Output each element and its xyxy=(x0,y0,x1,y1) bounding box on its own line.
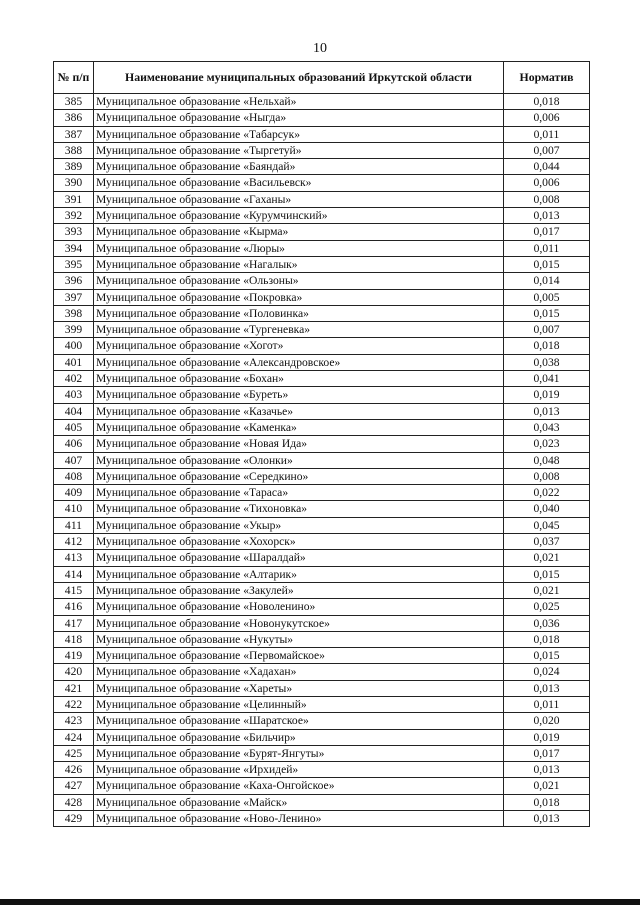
table-row xyxy=(54,680,590,696)
table-row xyxy=(54,159,590,175)
page-number: 10 xyxy=(313,41,327,56)
table-row xyxy=(54,240,590,256)
table-row xyxy=(54,191,590,207)
norm-value: 0,043 xyxy=(504,419,590,435)
municipality-name: Муниципальное образование «Тараса» xyxy=(94,485,504,501)
norm-value: 0,011 xyxy=(504,696,590,712)
row-number: 400 xyxy=(54,338,94,354)
municipality-name: Муниципальное образование «Новая Ида» xyxy=(94,436,504,452)
row-number: 409 xyxy=(54,485,94,501)
table-row xyxy=(54,485,590,501)
municipality-name: Муниципальное образование «Табарсук» xyxy=(94,126,504,142)
norm-value: 0,023 xyxy=(504,436,590,452)
row-number: 415 xyxy=(54,582,94,598)
table-row xyxy=(54,126,590,142)
row-number: 393 xyxy=(54,224,94,240)
row-number: 412 xyxy=(54,534,94,550)
table-row xyxy=(54,403,590,419)
table-row xyxy=(54,110,590,126)
municipality-name: Муниципальное образование «Бурят-Янгуты» xyxy=(94,745,504,761)
norm-value: 0,038 xyxy=(504,354,590,370)
norm-value: 0,037 xyxy=(504,534,590,550)
row-number: 414 xyxy=(54,566,94,582)
row-number: 387 xyxy=(54,126,94,142)
table-row xyxy=(54,452,590,468)
norm-value: 0,044 xyxy=(504,159,590,175)
norm-value: 0,006 xyxy=(504,175,590,191)
table-row xyxy=(54,762,590,778)
table-row xyxy=(54,534,590,550)
municipality-name: Муниципальное образование «Каха-Онгойское» xyxy=(94,778,504,794)
row-number: 391 xyxy=(54,191,94,207)
norm-value: 0,045 xyxy=(504,517,590,533)
row-number: 422 xyxy=(54,696,94,712)
municipality-name: Муниципальное образование «Ново-Ленино» xyxy=(94,811,504,827)
norm-value: 0,019 xyxy=(504,729,590,745)
municipality-name: Муниципальное образование «Ныгда» xyxy=(94,110,504,126)
row-number: 402 xyxy=(54,371,94,387)
norm-value: 0,019 xyxy=(504,387,590,403)
row-number: 410 xyxy=(54,501,94,517)
table-row xyxy=(54,501,590,517)
table-row xyxy=(54,582,590,598)
table-row xyxy=(54,371,590,387)
norm-value: 0,011 xyxy=(504,240,590,256)
municipality-name: Муниципальное образование «Середкино» xyxy=(94,468,504,484)
row-number: 394 xyxy=(54,240,94,256)
table-row xyxy=(54,468,590,484)
municipality-name: Муниципальное образование «Целинный» xyxy=(94,696,504,712)
municipality-name: Муниципальное образование «Ирхидей» xyxy=(94,762,504,778)
table-row xyxy=(54,338,590,354)
municipality-name: Муниципальное образование «Казачье» xyxy=(94,403,504,419)
municipality-name: Муниципальное образование «Люры» xyxy=(94,240,504,256)
municipality-name: Муниципальное образование «Алтарик» xyxy=(94,566,504,582)
row-number: 419 xyxy=(54,648,94,664)
row-number: 427 xyxy=(54,778,94,794)
norm-value: 0,048 xyxy=(504,452,590,468)
norms-table xyxy=(53,61,590,827)
table-row xyxy=(54,224,590,240)
municipality-name: Муниципальное образование «Каменка» xyxy=(94,419,504,435)
norm-value: 0,013 xyxy=(504,208,590,224)
norm-value: 0,008 xyxy=(504,191,590,207)
table-row xyxy=(54,322,590,338)
municipality-name: Муниципальное образование «Олонки» xyxy=(94,452,504,468)
norm-value: 0,011 xyxy=(504,126,590,142)
table-row xyxy=(54,794,590,810)
municipality-name: Муниципальное образование «Васильевск» xyxy=(94,175,504,191)
header-name: Наименование муниципальных образований Иркутской области xyxy=(94,62,504,94)
municipality-name: Муниципальное образование «Кырма» xyxy=(94,224,504,240)
row-number: 406 xyxy=(54,436,94,452)
table-row xyxy=(54,566,590,582)
norm-value: 0,008 xyxy=(504,468,590,484)
table-header-row xyxy=(54,62,590,94)
norm-value: 0,015 xyxy=(504,566,590,582)
norm-value: 0,014 xyxy=(504,273,590,289)
norm-value: 0,018 xyxy=(504,631,590,647)
norm-value: 0,040 xyxy=(504,501,590,517)
municipality-name: Муниципальное образование «Бильчир» xyxy=(94,729,504,745)
row-number: 397 xyxy=(54,289,94,305)
municipality-name: Муниципальное образование «Баяндай» xyxy=(94,159,504,175)
municipality-name: Муниципальное образование «Тихоновка» xyxy=(94,501,504,517)
municipality-name: Муниципальное образование «Шаратское» xyxy=(94,713,504,729)
municipality-name: Муниципальное образование «Александровское» xyxy=(94,354,504,370)
table-row xyxy=(54,289,590,305)
table-row xyxy=(54,631,590,647)
table-row xyxy=(54,142,590,158)
row-number: 385 xyxy=(54,94,94,110)
row-number: 399 xyxy=(54,322,94,338)
norm-value: 0,006 xyxy=(504,110,590,126)
municipality-name: Муниципальное образование «Нукуты» xyxy=(94,631,504,647)
table-row xyxy=(54,664,590,680)
norm-value: 0,022 xyxy=(504,485,590,501)
row-number: 421 xyxy=(54,680,94,696)
norm-value: 0,041 xyxy=(504,371,590,387)
table-row xyxy=(54,517,590,533)
row-number: 390 xyxy=(54,175,94,191)
norm-value: 0,021 xyxy=(504,550,590,566)
header-norm: Норматив xyxy=(504,62,590,94)
municipality-name: Муниципальное образование «Половинка» xyxy=(94,305,504,321)
norm-value: 0,013 xyxy=(504,403,590,419)
row-number: 386 xyxy=(54,110,94,126)
norm-value: 0,007 xyxy=(504,322,590,338)
table-row xyxy=(54,419,590,435)
row-number: 413 xyxy=(54,550,94,566)
municipality-name: Муниципальное образование «Нельхай» xyxy=(94,94,504,110)
municipality-name: Муниципальное образование «Новонукутское» xyxy=(94,615,504,631)
municipality-name: Муниципальное образование «Тургеневка» xyxy=(94,322,504,338)
row-number: 426 xyxy=(54,762,94,778)
table-row xyxy=(54,387,590,403)
row-number: 411 xyxy=(54,517,94,533)
row-number: 417 xyxy=(54,615,94,631)
municipality-name: Муниципальное образование «Шаралдай» xyxy=(94,550,504,566)
table-row xyxy=(54,599,590,615)
norm-value: 0,005 xyxy=(504,289,590,305)
row-number: 388 xyxy=(54,142,94,158)
municipality-name: Муниципальное образование «Тыргетуй» xyxy=(94,142,504,158)
row-number: 405 xyxy=(54,419,94,435)
norm-value: 0,015 xyxy=(504,648,590,664)
municipality-name: Муниципальное образование «Нагалык» xyxy=(94,256,504,272)
municipality-name: Муниципальное образование «Курумчинский» xyxy=(94,208,504,224)
norm-value: 0,015 xyxy=(504,256,590,272)
municipality-name: Муниципальное образование «Покровка» xyxy=(94,289,504,305)
row-number: 396 xyxy=(54,273,94,289)
table-row xyxy=(54,354,590,370)
norm-value: 0,013 xyxy=(504,811,590,827)
row-number: 428 xyxy=(54,794,94,810)
row-number: 404 xyxy=(54,403,94,419)
row-number: 401 xyxy=(54,354,94,370)
table-row xyxy=(54,436,590,452)
norm-value: 0,021 xyxy=(504,582,590,598)
row-number: 418 xyxy=(54,631,94,647)
table-row xyxy=(54,94,590,110)
row-number: 389 xyxy=(54,159,94,175)
row-number: 429 xyxy=(54,811,94,827)
table-row xyxy=(54,273,590,289)
row-number: 424 xyxy=(54,729,94,745)
municipality-name: Муниципальное образование «Бохан» xyxy=(94,371,504,387)
municipality-name: Муниципальное образование «Хохорск» xyxy=(94,534,504,550)
table-body xyxy=(54,94,590,827)
row-number: 423 xyxy=(54,713,94,729)
norm-value: 0,007 xyxy=(504,142,590,158)
row-number: 403 xyxy=(54,387,94,403)
table-row xyxy=(54,696,590,712)
norm-value: 0,036 xyxy=(504,615,590,631)
municipality-name: Муниципальное образование «Закулей» xyxy=(94,582,504,598)
table-row xyxy=(54,811,590,827)
municipality-name: Муниципальное образование «Гаханы» xyxy=(94,191,504,207)
row-number: 416 xyxy=(54,599,94,615)
norm-value: 0,021 xyxy=(504,778,590,794)
header-num: № п/п xyxy=(54,62,94,94)
row-number: 398 xyxy=(54,305,94,321)
table-row xyxy=(54,550,590,566)
norm-value: 0,013 xyxy=(504,762,590,778)
table-row xyxy=(54,175,590,191)
municipality-name: Муниципальное образование «Хареты» xyxy=(94,680,504,696)
municipality-name: Муниципальное образование «Хадахан» xyxy=(94,664,504,680)
norm-value: 0,017 xyxy=(504,745,590,761)
table-row xyxy=(54,729,590,745)
table-row xyxy=(54,208,590,224)
municipality-name: Муниципальное образование «Ользоны» xyxy=(94,273,504,289)
municipality-name: Муниципальное образование «Майск» xyxy=(94,794,504,810)
table-row xyxy=(54,305,590,321)
norm-value: 0,025 xyxy=(504,599,590,615)
row-number: 420 xyxy=(54,664,94,680)
norm-value: 0,018 xyxy=(504,94,590,110)
row-number: 407 xyxy=(54,452,94,468)
row-number: 408 xyxy=(54,468,94,484)
row-number: 395 xyxy=(54,256,94,272)
municipality-name: Муниципальное образование «Буреть» xyxy=(94,387,504,403)
table-row xyxy=(54,615,590,631)
municipality-name: Муниципальное образование «Новоленино» xyxy=(94,599,504,615)
row-number: 425 xyxy=(54,745,94,761)
norm-value: 0,024 xyxy=(504,664,590,680)
norm-value: 0,017 xyxy=(504,224,590,240)
table-row xyxy=(54,745,590,761)
norm-value: 0,020 xyxy=(504,713,590,729)
table-row xyxy=(54,648,590,664)
row-number: 392 xyxy=(54,208,94,224)
norm-value: 0,013 xyxy=(504,680,590,696)
norm-value: 0,015 xyxy=(504,305,590,321)
table-row xyxy=(54,778,590,794)
norm-value: 0,018 xyxy=(504,338,590,354)
municipality-name: Муниципальное образование «Первомайское» xyxy=(94,648,504,664)
table-row xyxy=(54,713,590,729)
table-row xyxy=(54,256,590,272)
municipality-name: Муниципальное образование «Укыр» xyxy=(94,517,504,533)
scan-edge-bar xyxy=(0,899,640,905)
municipality-name: Муниципальное образование «Хогот» xyxy=(94,338,504,354)
norm-value: 0,018 xyxy=(504,794,590,810)
